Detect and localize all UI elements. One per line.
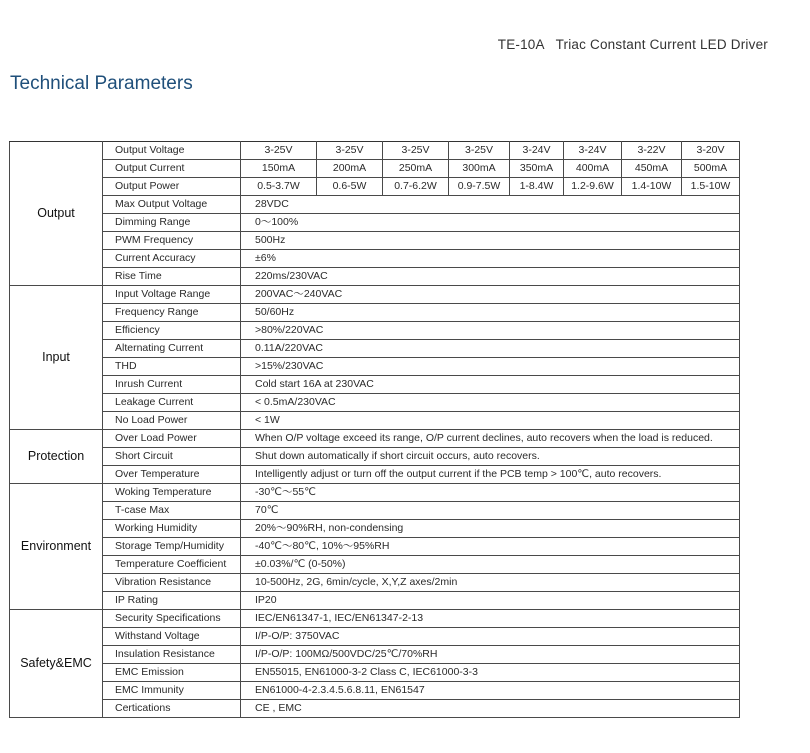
table-row <box>10 502 740 520</box>
table-row <box>10 304 740 322</box>
model-value-cell: 0.9-7.5W <box>449 178 510 196</box>
model-value-cell: 3-25V <box>241 142 317 160</box>
table-row <box>10 628 740 646</box>
model-value-cell: 3-25V <box>449 142 510 160</box>
model-value-cell: 3-24V <box>564 142 622 160</box>
model-value-cell: 3-25V <box>317 142 383 160</box>
model-value-cell: 3-22V <box>622 142 682 160</box>
param-value: 0.11A/220VAC <box>241 340 740 358</box>
table-row <box>10 448 740 466</box>
param-label: T-case Max <box>103 502 241 520</box>
param-value: 50/60Hz <box>241 304 740 322</box>
group-label: Safety&EMC <box>10 610 103 718</box>
param-value: 10-500Hz, 2G, 6min/cycle, X,Y,Z axes/2min <box>241 574 740 592</box>
param-value: Intelligently adjust or turn off the output current if the PCB temp > 100℃, auto recovers. <box>241 466 740 484</box>
model-value-cell: 1.5-10W <box>682 178 740 196</box>
model-value-cell: 1.4-10W <box>622 178 682 196</box>
section-title: Technical Parameters <box>10 73 193 94</box>
param-label: Output Voltage <box>103 142 241 160</box>
param-value: IEC/EN61347-1, IEC/EN61347-2-13 <box>241 610 740 628</box>
param-label: Over Temperature <box>103 466 241 484</box>
param-label: Certications <box>103 700 241 718</box>
param-value: 28VDC <box>241 196 740 214</box>
model-value-cell: 0.6-5W <box>317 178 383 196</box>
model-value-cell: 500mA <box>682 160 740 178</box>
table-row <box>10 700 740 718</box>
param-label: Output Current <box>103 160 241 178</box>
table-row <box>10 430 740 448</box>
param-value: 20%～90%RH, non-condensing <box>241 520 740 538</box>
model-value-cell: 350mA <box>510 160 564 178</box>
param-value: CE , EMC <box>241 700 740 718</box>
model-value-cell: 1-8.4W <box>510 178 564 196</box>
param-value: When O/P voltage exceed its range, O/P current declines, auto recovers when the load is reduced. <box>241 430 740 448</box>
table-row <box>10 142 740 160</box>
table-row <box>10 556 740 574</box>
param-value: Shut down automatically if short circuit occurs, auto recovers. <box>241 448 740 466</box>
model-value-cell: 400mA <box>564 160 622 178</box>
param-label: Insulation Resistance <box>103 646 241 664</box>
param-value: IP20 <box>241 592 740 610</box>
param-value: 200VAC～240VAC <box>241 286 740 304</box>
param-label: Input Voltage Range <box>103 286 241 304</box>
group-label: Input <box>10 286 103 430</box>
param-value: >15%/230VAC <box>241 358 740 376</box>
param-label: Withstand Voltage <box>103 628 241 646</box>
param-value: ±6% <box>241 250 740 268</box>
param-label: Frequency Range <box>103 304 241 322</box>
table-row <box>10 268 740 286</box>
param-label: Vibration Resistance <box>103 574 241 592</box>
spec-table <box>9 141 740 718</box>
table-row <box>10 682 740 700</box>
model-value-cell: 3-24V <box>510 142 564 160</box>
param-label: Max Output Voltage <box>103 196 241 214</box>
param-label: Rise Time <box>103 268 241 286</box>
param-label: Temperature Coefficient <box>103 556 241 574</box>
param-label: Storage Temp/Humidity <box>103 538 241 556</box>
model-value-cell: 200mA <box>317 160 383 178</box>
table-row <box>10 520 740 538</box>
model-value-cell: 3-20V <box>682 142 740 160</box>
table-row <box>10 196 740 214</box>
param-label: Dimming Range <box>103 214 241 232</box>
table-row <box>10 646 740 664</box>
table-row <box>10 592 740 610</box>
param-label: No Load Power <box>103 412 241 430</box>
param-label: Over Load Power <box>103 430 241 448</box>
table-row <box>10 394 740 412</box>
param-label: Current Accuracy <box>103 250 241 268</box>
table-row <box>10 484 740 502</box>
table-row <box>10 574 740 592</box>
param-label: PWM Frequency <box>103 232 241 250</box>
param-value: -30℃～55℃ <box>241 484 740 502</box>
param-value: 500Hz <box>241 232 740 250</box>
param-label: Leakage Current <box>103 394 241 412</box>
table-row <box>10 286 740 304</box>
table-row <box>10 178 740 196</box>
table-row <box>10 214 740 232</box>
table-row <box>10 466 740 484</box>
table-row <box>10 232 740 250</box>
param-label: EMC Emission <box>103 664 241 682</box>
model-value-cell: 450mA <box>622 160 682 178</box>
param-value: -40℃～80℃, 10%～95%RH <box>241 538 740 556</box>
param-value: >80%/220VAC <box>241 322 740 340</box>
table-row <box>10 340 740 358</box>
model-value-cell: 250mA <box>383 160 449 178</box>
table-row <box>10 376 740 394</box>
param-value: 220ms/230VAC <box>241 268 740 286</box>
param-value: Cold start 16A at 230VAC <box>241 376 740 394</box>
param-value: 0～100% <box>241 214 740 232</box>
table-row <box>10 322 740 340</box>
model-value-cell: 0.5-3.7W <box>241 178 317 196</box>
group-label: Environment <box>10 484 103 610</box>
param-label: Working Humidity <box>103 520 241 538</box>
model-value-cell: 300mA <box>449 160 510 178</box>
model-value-cell: 150mA <box>241 160 317 178</box>
model-value-cell: 3-25V <box>383 142 449 160</box>
table-row <box>10 412 740 430</box>
param-value: < 1W <box>241 412 740 430</box>
model-value-cell: 0.7-6.2W <box>383 178 449 196</box>
param-value: 70℃ <box>241 502 740 520</box>
param-label: Short Circuit <box>103 448 241 466</box>
param-label: Inrush Current <box>103 376 241 394</box>
param-label: Efficiency <box>103 322 241 340</box>
table-row <box>10 358 740 376</box>
param-label: THD <box>103 358 241 376</box>
table-row <box>10 664 740 682</box>
table-row <box>10 538 740 556</box>
group-label: Output <box>10 142 103 286</box>
spec-table-body <box>10 142 740 718</box>
param-value: < 0.5mA/230VAC <box>241 394 740 412</box>
param-value: EN61000-4-2.3.4.5.6.8.11, EN61547 <box>241 682 740 700</box>
group-label: Protection <box>10 430 103 484</box>
param-value: I/P-O/P: 3750VAC <box>241 628 740 646</box>
param-label: Alternating Current <box>103 340 241 358</box>
param-label: Output Power <box>103 178 241 196</box>
document-header: TE-10A Triac Constant Current LED Driver <box>497 37 768 52</box>
table-row <box>10 160 740 178</box>
param-label: EMC Immunity <box>103 682 241 700</box>
table-row <box>10 250 740 268</box>
param-value: EN55015, EN61000-3-2 Class C, IEC61000-3-3 <box>241 664 740 682</box>
model-value-cell: 1.2-9.6W <box>564 178 622 196</box>
table-row <box>10 610 740 628</box>
param-value: ±0.03%/℃ (0-50%) <box>241 556 740 574</box>
param-value: I/P-O/P: 100MΩ/500VDC/25℃/70%RH <box>241 646 740 664</box>
param-label: Woking Temperature <box>103 484 241 502</box>
param-label: IP Rating <box>103 592 241 610</box>
param-label: Security Specifications <box>103 610 241 628</box>
